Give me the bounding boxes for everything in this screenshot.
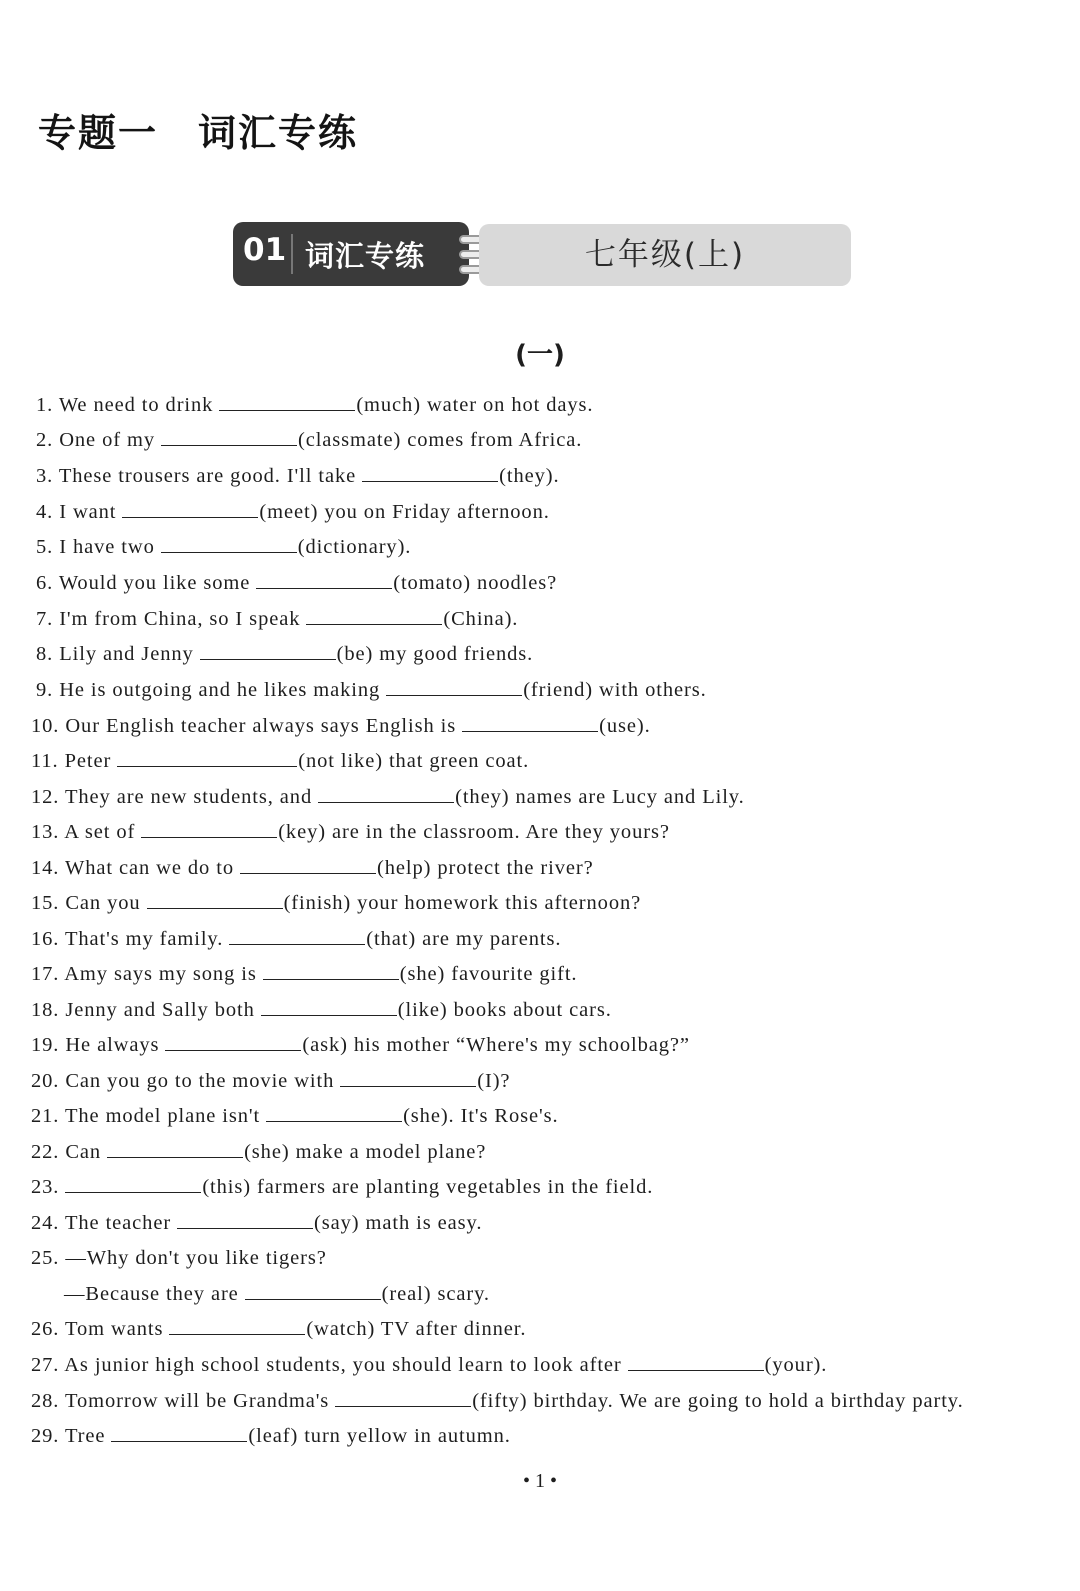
exercise-text: 2. One of my [36,429,155,451]
answer-blank[interactable] [256,587,392,589]
exercise-text: 17. Amy says my song is [31,963,257,985]
exercise-text: 10. Our English teacher always says English is [31,715,457,737]
answer-blank[interactable] [229,943,365,945]
answer-blank[interactable] [263,978,399,980]
exercise-item [31,1391,1071,1412]
exercise-hint: (real) scary. [381,1283,490,1305]
exercise-item [36,537,1076,558]
answer-blank[interactable] [318,801,454,803]
exercise-hint: (be) my good friends. [336,643,534,665]
exercise-hint: (say) math is easy. [314,1212,483,1234]
exercise-text: —Because they are [64,1283,239,1305]
answer-blank[interactable] [165,1049,301,1051]
exercise-hint: (much) water on hot days. [356,394,594,416]
exercise-text: 14. What can we do to [31,857,234,879]
exercise-item [31,716,1071,737]
exercise-hint: (meet) you on Friday afternoon. [259,501,550,523]
section-title: (一) [515,340,565,370]
exercise-hint: (that) are my parents. [366,928,562,950]
unit-banner [233,222,853,286]
exercise-item [31,1106,1071,1127]
answer-blank[interactable] [177,1227,313,1229]
exercise-item [31,1071,1071,1092]
exercise-text: 19. He always [31,1034,160,1056]
answer-blank[interactable] [462,730,598,732]
answer-blank[interactable] [117,765,297,767]
exercise-hint: (key) are in the classroom. Are they yours? [278,821,670,843]
answer-blank[interactable] [306,623,442,625]
exercise-text: 16. That's my family. [31,928,224,950]
exercise-item [31,964,1071,985]
exercise-hint: (use). [599,715,651,737]
exercise-item [31,1142,1071,1163]
answer-blank[interactable] [628,1369,764,1371]
exercise-hint: (finish) your homework this afternoon? [283,892,642,914]
exercise-hint: (they). [499,465,560,487]
exercise-item [31,1248,1071,1269]
exercise-hint: (ask) his mother “Where's my schoolbag?” [302,1034,690,1056]
exercise-text: 3. These trousers are good. I'll take [36,465,357,487]
exercise-hint: (fifty) birthday. We are going to hold a birthday party. [472,1390,964,1412]
exercise-hint: (they) names are Lucy and Lily. [455,786,745,808]
exercise-hint: (she) make a model plane? [244,1141,487,1163]
exercise-item [64,1284,1080,1305]
exercise-text: 7. I'm from China, so I speak [36,608,301,630]
answer-blank[interactable] [65,1191,201,1193]
exercise-text: 6. Would you like some [36,572,251,594]
answer-blank[interactable] [200,658,336,660]
exercise-item [36,395,1076,416]
exercise-item [31,893,1071,914]
exercise-text: 26. Tom wants [31,1318,164,1340]
exercise-text: 1. We need to drink [36,394,214,416]
exercise-hint: (your). [764,1354,828,1376]
exercise-item [36,644,1076,665]
exercise-text: 8. Lily and Jenny [36,643,194,665]
exercise-hint: (help) protect the river? [376,857,594,879]
answer-blank[interactable] [161,551,297,553]
exercise-item [36,466,1076,487]
exercise-text: 22. Can [31,1141,102,1163]
exercise-hint: (like) books about cars. [397,999,612,1021]
answer-blank[interactable] [266,1120,402,1122]
answer-blank[interactable] [122,516,258,518]
exercise-hint: (leaf) turn yellow in autumn. [248,1425,511,1447]
exercise-text: 15. Can you [31,892,141,914]
exercise-hint: (classmate) comes from Africa. [297,429,583,451]
unit-label: 词汇专练 [305,239,426,273]
exercise-text: 23. [31,1176,60,1198]
exercise-item [31,1355,1071,1376]
exercise-hint: (China). [443,608,519,630]
answer-blank[interactable] [340,1085,476,1087]
exercise-item [36,609,1076,630]
answer-blank[interactable] [245,1298,381,1300]
exercise-text: 27. As junior high school students, you should learn to look after [31,1354,622,1376]
answer-blank[interactable] [107,1156,243,1158]
exercise-hint: (dictionary). [297,536,412,558]
unit-separator [291,234,293,274]
exercise-text: 12. They are new students, and [31,786,313,808]
exercise-text: 21. The model plane isn't [31,1105,261,1127]
exercise-hint: (watch) TV after dinner. [306,1318,527,1340]
exercise-text: 18. Jenny and Sally both [31,999,255,1021]
exercise-item [36,573,1076,594]
exercise-text: 28. Tomorrow will be Grandma's [31,1390,330,1412]
unit-number: 01 [243,232,287,268]
answer-blank[interactable] [161,444,297,446]
exercise-item [31,1319,1071,1340]
answer-blank[interactable] [362,480,498,482]
page-number: • 1 • [522,1470,557,1492]
exercise-item [31,822,1071,843]
answer-blank[interactable] [147,907,283,909]
exercise-text: 25. —Why don't you like tigers? [31,1247,327,1269]
exercise-text: 4. I want [36,501,117,523]
exercise-item [36,680,1076,701]
grade-label: 七年级(上) [479,224,851,286]
exercise-text: 11. Peter [31,750,112,772]
exercise-text: 24. The teacher [31,1212,172,1234]
exercise-item [31,787,1071,808]
exercise-text: 9. He is outgoing and he likes making [36,679,381,701]
exercise-item [31,858,1071,879]
answer-blank[interactable] [219,409,355,411]
exercise-item [36,502,1076,523]
exercise-item [31,929,1071,950]
exercise-hint: (this) farmers are planting vegetables in the field. [202,1176,654,1198]
exercise-hint: (she). It's Rose's. [403,1105,559,1127]
exercise-text: 20. Can you go to the movie with [31,1070,335,1092]
exercise-hint: (tomato) noodles? [393,572,558,594]
answer-blank[interactable] [261,1014,397,1016]
exercise-text: 29. Tree [31,1425,106,1447]
exercise-hint: (I)? [477,1070,511,1092]
answer-blank[interactable] [111,1440,247,1442]
exercise-item [31,1000,1071,1021]
exercise-hint: (not like) that green coat. [298,750,530,772]
exercise-item [31,1426,1071,1447]
exercise-item [31,1213,1071,1234]
answer-blank[interactable] [169,1333,305,1335]
exercise-item [31,1035,1071,1056]
exercise-hint: (she) favourite gift. [399,963,578,985]
chapter-title: 专题一 词汇专练 [38,111,359,155]
answer-blank[interactable] [335,1405,471,1407]
exercise-item [36,430,1076,451]
exercise-text: 13. A set of [31,821,136,843]
answer-blank[interactable] [240,872,376,874]
exercise-item [31,1177,1071,1198]
exercise-item [31,751,1071,772]
answer-blank[interactable] [141,836,277,838]
unit-label-box [233,222,469,286]
exercise-text: 5. I have two [36,536,155,558]
exercise-hint: (friend) with others. [523,679,707,701]
answer-blank[interactable] [386,694,522,696]
